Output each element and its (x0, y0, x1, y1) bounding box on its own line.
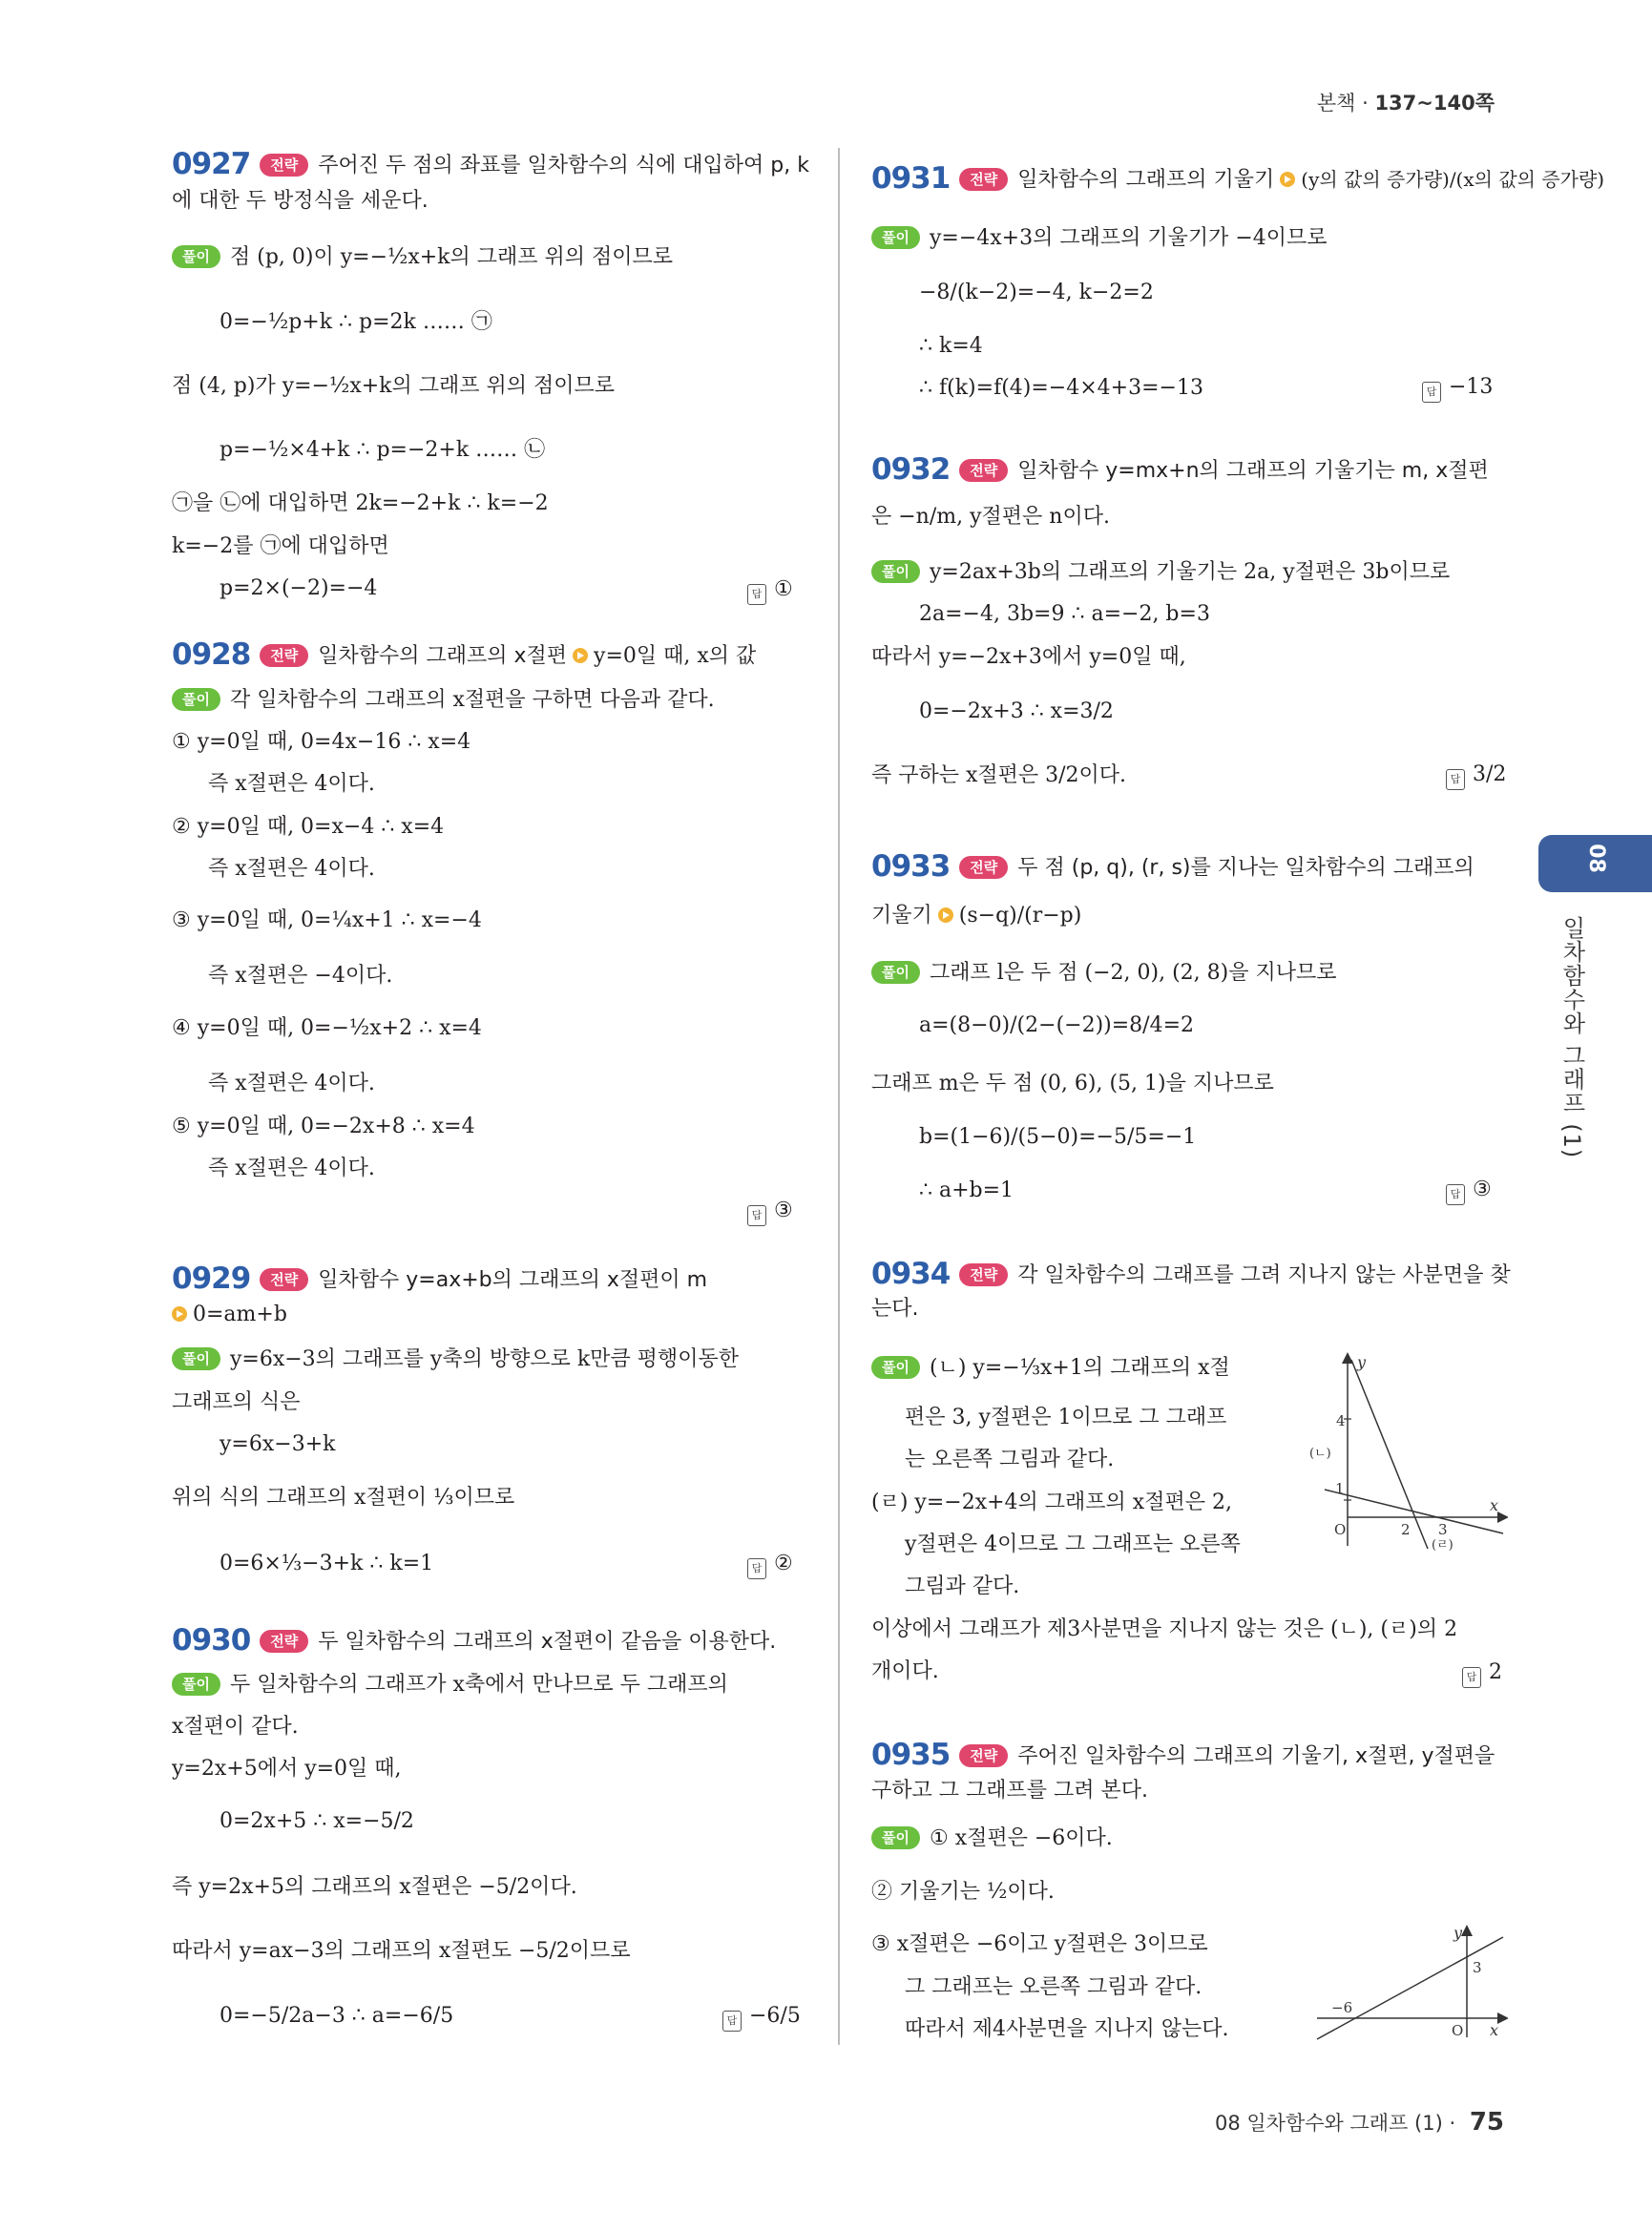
solution-line: 개이다. (871, 1659, 939, 1683)
strategy-text: 각 일차함수의 그래프를 그려 지나지 않는 사분면을 찾 (1017, 1263, 1511, 1287)
origin-label: O (1334, 1521, 1347, 1538)
solution-tag: 풀이 (871, 560, 920, 583)
arrow-icon (938, 907, 953, 923)
solution-line: 각 일차함수의 그래프의 x절편을 구하면 다음과 같다. (229, 688, 715, 712)
solution-line: 0=6×⅓−3+k ∴ k=1 (220, 1552, 434, 1575)
answer-icon: 답 (1422, 382, 1441, 403)
solution-line: y=−4x+3의 그래프의 기울기가 −4이므로 (929, 226, 1328, 250)
line-n (1325, 1490, 1503, 1533)
answer-value: ③ (774, 1199, 793, 1222)
answer-icon: 답 (747, 584, 766, 605)
solution-tag: 풀이 (871, 226, 920, 249)
solution-line: k=−2를 ㉠에 대입하면 (172, 534, 389, 558)
problem-number: 0932 (871, 452, 951, 487)
solution-tag: 풀이 (172, 1347, 220, 1370)
solution-line: ② y=0일 때, 0=x−4 ∴ x=4 (172, 815, 445, 839)
strategy-tag: 전략 (260, 1268, 308, 1291)
line-label: (ㄹ) (1432, 1538, 1453, 1553)
strategy-tail: (s−q)/(r−p) (958, 904, 1082, 928)
y-axis-label: y (1357, 1353, 1367, 1371)
answer-icon: 답 (747, 1558, 766, 1579)
strategy-text: 두 점 (p, q), (r, s)를 지나는 일차함수의 그래프의 (1017, 856, 1474, 880)
solution-line: (ㄹ) y=−2x+4의 그래프의 x절편은 2, (871, 1491, 1232, 1514)
x-axis-label: x (1490, 1496, 1499, 1514)
problem-number: 0931 (871, 161, 951, 196)
strategy-tag: 전략 (959, 1263, 1008, 1286)
strategy-text: 일차함수 y=ax+b의 그래프의 x절편이 m (318, 1268, 708, 1292)
chapter-number: 08 (1583, 844, 1608, 873)
strategy-text: 두 일차함수의 그래프의 x절편이 같음을 이용한다. (318, 1630, 777, 1654)
solution-line: (ㄴ) y=−⅓x+1의 그래프의 x절 (929, 1356, 1230, 1380)
solution-line: 즉 x절편은 4이다. (208, 1157, 375, 1180)
strategy-tag: 전략 (260, 1630, 308, 1653)
solution-line: 따라서 제4사분면을 지나지 않는다. (905, 2017, 1229, 2041)
solution-line: 따라서 y=−2x+3에서 y=0일 때, (871, 645, 1186, 669)
answer-icon: 답 (747, 1205, 766, 1226)
solution-line: y=2ax+3b의 그래프의 기울기는 2a, y절편은 3b이므로 (929, 560, 1451, 584)
solution-line: 2a=−4, 3b=9 ∴ a=−2, b=3 (919, 602, 1210, 626)
strategy-tail: 0=am+b (193, 1303, 287, 1326)
problem-number: 0935 (871, 1738, 951, 1772)
answer-icon: 답 (722, 2011, 742, 2032)
problem-number: 0927 (172, 147, 251, 181)
answer-value: ③ (1473, 1178, 1492, 1201)
arrow-icon (573, 648, 588, 663)
strategy-tag: 전략 (260, 154, 308, 177)
arrow-icon (172, 1306, 187, 1322)
solution-line: 즉 x절편은 4이다. (208, 857, 375, 881)
strategy-text-cont: 에 대한 두 방정식을 세운다. (172, 189, 429, 213)
tick-label: −6 (1331, 1999, 1353, 2016)
answer-value: ② (774, 1552, 793, 1575)
solution-line: y절편은 4이므로 그 그래프는 오른쪽 (905, 1533, 1241, 1556)
solution-line: ④ y=0일 때, 0=−½x+2 ∴ x=4 (172, 1016, 482, 1040)
solution-line: y=6x−3+k (220, 1432, 336, 1456)
chapter-tab (1538, 835, 1652, 892)
strategy-text-cont: 은 −n/m, y절편은 n이다. (871, 505, 1110, 529)
origin-label: O (1452, 2022, 1464, 2039)
solution-line: 0=2x+5 ∴ x=−5/2 (220, 1809, 414, 1833)
solution-line: p=2×(−2)=−4 (220, 576, 378, 600)
strategy-text: 일차함수 y=mx+n의 그래프의 기울기는 m, x절편 (1017, 459, 1489, 483)
solution-line: ① x절편은 −6이다. (929, 1826, 1113, 1850)
solution-line: ∴ a+b=1 (919, 1178, 1014, 1202)
answer-value: −13 (1449, 375, 1494, 399)
solution-tag: 풀이 (172, 688, 220, 711)
column-divider (838, 148, 840, 2045)
strategy-tag: 전략 (959, 168, 1008, 191)
arrow-icon (1280, 172, 1295, 187)
page-reference: 본책 · 137~140쪽 (1316, 92, 1495, 115)
graph-0934 (1307, 1350, 1508, 1560)
solution-line: 즉 x절편은 4이다. (208, 772, 375, 796)
solution-line: 는 오른쪽 그림과 같다. (905, 1448, 1115, 1471)
solution-line: ㉠을 ㉡에 대입하면 2k=−2+k ∴ k=−2 (172, 491, 549, 515)
solution-line: 이상에서 그래프가 제3사분면을 지나지 않는 것은 (ㄴ), (ㄹ)의 2 (871, 1617, 1458, 1641)
solution-line: 0=−5/2a−3 ∴ a=−6/5 (220, 2004, 454, 2028)
page-number: 75 (1469, 2108, 1504, 2137)
solution-line: 즉 y=2x+5의 그래프의 x절편은 −5/2이다. (172, 1875, 577, 1899)
solution-line: 즉 구하는 x절편은 3/2이다. (871, 763, 1127, 787)
strategy-tag: 전략 (959, 459, 1008, 482)
tick-label: 3 (1438, 1521, 1448, 1538)
solution-tag: 풀이 (172, 245, 220, 268)
tick-label: 2 (1401, 1521, 1411, 1538)
answer-value: 2 (1489, 1660, 1502, 1684)
problem-number: 0928 (172, 637, 251, 672)
line-r (1351, 1360, 1428, 1549)
strategy-text-cont: 는다. (871, 1297, 919, 1321)
problem-number: 0934 (871, 1257, 951, 1291)
x-axis-label: x (1490, 2021, 1499, 2039)
solution-line: 그 그래프는 오른쪽 그림과 같다. (905, 1975, 1202, 1999)
tick-label: 3 (1473, 1959, 1482, 1976)
solution-line: 위의 식의 그래프의 x절편이 ⅓이므로 (172, 1486, 515, 1510)
solution-line: 따라서 y=ax−3의 그래프의 x절편도 −5/2이므로 (172, 1939, 631, 1963)
solution-line: 편은 3, y절편은 1이므로 그 그래프 (905, 1406, 1227, 1429)
solution-line: 즉 x절편은 4이다. (208, 1072, 375, 1095)
solution-line: 그림과 같다. (905, 1574, 1020, 1598)
strategy-tag: 전략 (260, 644, 308, 667)
solution-line: 점 (4, p)가 y=−½x+k의 그래프 위의 점이므로 (172, 374, 616, 398)
solution-line: 그래프의 식은 (172, 1390, 301, 1414)
solution-line: 그래프 l은 두 점 (−2, 0), (2, 8)을 지나므로 (929, 961, 1337, 985)
solution-line: 0=−2x+3 ∴ x=3/2 (919, 699, 1114, 723)
answer-value: ① (774, 577, 793, 601)
graph-line (1317, 1937, 1503, 2039)
solution-line: ② 기울기는 ½이다. (871, 1880, 1055, 1904)
page-footer: 08 일차함수와 그래프 (1) · 75 (1214, 2108, 1504, 2137)
solution-line: −8/(k−2)=−4, k−2=2 (919, 281, 1154, 304)
strategy-text: 일차함수의 그래프의 기울기 (1017, 168, 1275, 192)
strategy-tail: (y의 값의 증가량)/(x의 값의 증가량) (1301, 168, 1605, 191)
solution-tag: 풀이 (871, 1826, 920, 1849)
solution-line: y=2x+5에서 y=0일 때, (172, 1757, 402, 1781)
answer-icon: 답 (1462, 1667, 1481, 1688)
footer-chapter: 08 일차함수와 그래프 (1) (1214, 2112, 1443, 2135)
answer-icon: 답 (1446, 769, 1465, 790)
solution-line: 두 일차함수의 그래프가 x축에서 만나므로 두 그래프의 (229, 1673, 728, 1697)
chapter-title-vertical: 일차함수와 그래프 (1) (1558, 916, 1585, 1159)
strategy-text: 주어진 일차함수의 그래프의 기울기, x절편, y절편을 (1017, 1744, 1495, 1768)
solution-line: 0=−½p+k ∴ p=2k …… ㉠ (220, 310, 492, 334)
strategy-text: 일차함수의 그래프의 x절편 (318, 644, 568, 668)
answer-value: 3/2 (1473, 762, 1507, 786)
answer-value: −6/5 (749, 2004, 801, 2028)
tick-label: 1 (1335, 1480, 1345, 1497)
solution-line: y=6x−3의 그래프를 y축의 방향으로 k만큼 평행이동한 (229, 1347, 739, 1371)
solution-line: ⑤ y=0일 때, 0=−2x+8 ∴ x=4 (172, 1115, 475, 1138)
solution-tag: 풀이 (871, 1356, 920, 1379)
problem-number: 0933 (871, 849, 951, 884)
strategy-text-cont: 구하고 그 그래프를 그려 본다. (871, 1779, 1148, 1803)
solution-line: ① y=0일 때, 0=4x−16 ∴ x=4 (172, 730, 471, 754)
y-axis-label: y (1453, 1924, 1463, 1942)
page-ref-range: 137~140쪽 (1374, 92, 1495, 115)
problem-number: 0930 (172, 1623, 251, 1658)
solution-line: x절편이 같다. (172, 1715, 299, 1739)
solution-line: ∴ k=4 (919, 334, 983, 358)
strategy-tag: 전략 (959, 1744, 1008, 1767)
line-label: (ㄴ) (1309, 1447, 1331, 1461)
solution-line: 그래프 m은 두 점 (0, 6), (5, 1)을 지나므로 (871, 1072, 1274, 1095)
strategy-text: 주어진 두 점의 좌표를 일차함수의 식에 대입하여 p, k (318, 154, 809, 177)
strategy-tag: 전략 (959, 856, 1008, 879)
solution-line: 즉 x절편은 −4이다. (208, 964, 393, 988)
answer-icon: 답 (1446, 1184, 1465, 1205)
solution-line: b=(1−6)/(5−0)=−5/5=−1 (919, 1125, 1197, 1149)
solution-line: ③ y=0일 때, 0=¼x+1 ∴ x=−4 (172, 908, 482, 932)
tick-label: 4 (1336, 1412, 1346, 1429)
page-ref-label: 본책 (1316, 92, 1356, 115)
solution-line: p=−½×4+k ∴ p=−2+k …… ㉡ (220, 438, 546, 462)
solution-line: ∴ f(k)=f(4)=−4×4+3=−13 (919, 376, 1203, 400)
solution-tag: 풀이 (172, 1673, 220, 1696)
problem-number: 0929 (172, 1261, 251, 1296)
solution-line: ③ x절편은 −6이고 y절편은 3이므로 (871, 1932, 1208, 1956)
solution-line: 점 (p, 0)이 y=−½x+k의 그래프 위의 점이므로 (229, 245, 673, 269)
strategy-tail: y=0일 때, x의 값 (594, 644, 757, 668)
solution-tag: 풀이 (871, 961, 920, 984)
graph-0935 (1312, 1923, 1508, 2042)
solution-line: a=(8−0)/(2−(−2))=8/4=2 (919, 1013, 1195, 1037)
strategy-text-cont: 기울기 (871, 904, 932, 928)
